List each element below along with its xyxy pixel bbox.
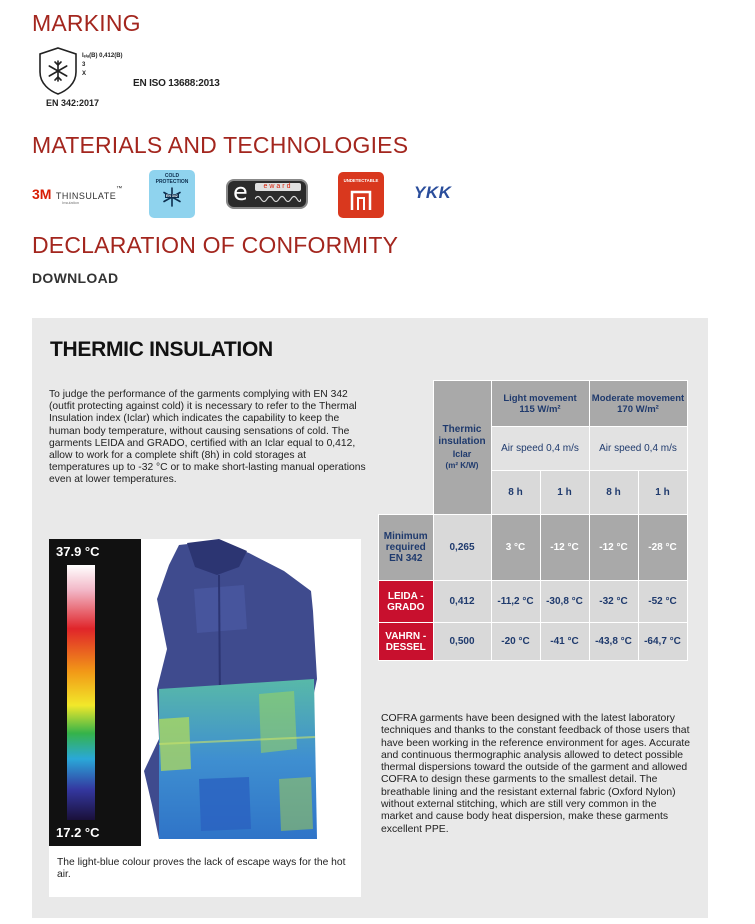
temp-cell: -12 °C: [589, 515, 638, 581]
header-ins-4: (m² K/W): [445, 460, 479, 470]
row-label-line: GRADO: [387, 601, 425, 613]
row-label-line: required: [385, 542, 426, 553]
air-speed-moderate: Air speed 0,4 m/s: [589, 427, 687, 471]
table-blank: [379, 471, 434, 515]
row-label-line: DESSEL: [385, 641, 426, 653]
hours-cell: 1 h: [540, 471, 589, 515]
row-label-line: Minimum: [383, 531, 428, 542]
header-thermic-insulation: [433, 381, 491, 515]
hours-cell: 8 h: [491, 471, 540, 515]
thinsulate-logo: 3M THINSULATE™ Insulation: [32, 186, 123, 205]
row-label-line: EN 342: [389, 553, 423, 564]
shield-value-x: X: [82, 71, 87, 77]
temp-cell: -52 °C: [638, 581, 687, 623]
row-label-vahrn-dessel: [379, 623, 434, 661]
row-label-line: LEIDA -: [387, 590, 424, 602]
wave-icon: [255, 194, 301, 204]
row-label-leida-grado: [379, 581, 434, 623]
temp-cell: -43,8 °C: [589, 623, 638, 661]
air-speed-light: Air speed 0,4 m/s: [491, 427, 589, 471]
thermal-table: [378, 380, 688, 661]
moderate-movement-label: Moderate movement: [591, 392, 685, 404]
header-moderate-movement: [589, 381, 687, 427]
scale-max-label: 37.9 °C: [56, 544, 100, 559]
temp-cell: -11,2 °C: [491, 581, 540, 623]
iclar-value: 0,265: [433, 515, 491, 581]
row-label-minimum: [379, 515, 434, 581]
panel-title: THERMIC INSULATION: [50, 338, 273, 361]
undetectable-text: UNDETECTABLE: [343, 178, 379, 183]
marking-row: [34, 46, 334, 116]
temp-cell: -32 °C: [589, 581, 638, 623]
temp-cell: -41 °C: [540, 623, 589, 661]
eward-logo: [226, 179, 308, 209]
thermographic-image: [49, 539, 361, 846]
light-movement-watt: 115 W/m²: [519, 403, 561, 415]
standard-en342: EN 342:2017: [46, 98, 100, 108]
iclar-value: 0,412: [433, 581, 491, 623]
intro-text: To judge the performance of the garments complying with EN 342 (outfit protecting against cold) it is necessary to refer to the Thermal Insulation index (Iclar) which indicates the capability to keep the human body temperature, without causing sensations of cold. The garments LEIDA and GRADO, certified with an Iclar equal to 0,412, allow to work for a complete shift (8h) in cold storages at temperatures up to -32 °C or to make short-lasting manual operations even at lower temperatures.: [49, 389, 366, 486]
cold-protection-text: COLD PROTECTION: [155, 173, 189, 185]
temp-cell: -64,7 °C: [638, 623, 687, 661]
scale-min-label: 17.2 °C: [56, 825, 100, 840]
thermo-caption: The light-blue colour proves the lack of escape ways for the hot air.: [57, 857, 346, 880]
moderate-movement-watt: 170 W/m²: [617, 403, 659, 415]
standard-iso: EN ISO 13688:2013: [133, 78, 220, 89]
thinsulate-3m: 3M: [32, 186, 52, 202]
table-blank: [379, 427, 434, 471]
shield-values: [82, 52, 123, 79]
cold-protection-logo: [149, 170, 195, 218]
temp-cell: -30,8 °C: [540, 581, 589, 623]
temp-cell: 3 °C: [491, 515, 540, 581]
header-ins-1: Thermic: [442, 423, 482, 435]
eward-e-icon: e: [233, 178, 248, 206]
temp-cell: -12 °C: [540, 515, 589, 581]
temp-cell: -28 °C: [638, 515, 687, 581]
download-link[interactable]: DOWNLOAD: [32, 270, 119, 286]
thermographic-image-box: [49, 539, 361, 897]
undetectable-logo: [338, 172, 384, 218]
section-title-marking: MARKING: [32, 10, 141, 36]
row-label-line: VAHRN -: [385, 630, 427, 642]
iclar-value: 0,500: [433, 623, 491, 661]
table-corner: [379, 381, 434, 427]
thermic-insulation-panel: [32, 318, 708, 918]
shield-value-iclar: Iₑₗₐ(B) 0,412(B): [82, 53, 123, 59]
header-ins-3: Iclar: [452, 448, 472, 459]
hours-cell: 1 h: [638, 471, 687, 515]
temp-cell: -20 °C: [491, 623, 540, 661]
ykk-logo: YKK: [414, 183, 452, 202]
magnet-icon: [349, 188, 373, 212]
eward-text: eward: [255, 183, 301, 191]
light-movement-label: Light movement: [503, 392, 577, 404]
cold-protection-en342: EN 342: [166, 194, 178, 198]
color-scale-bar: [67, 565, 95, 820]
section-title-materials: MATERIALS AND TECHNOLOGIES: [32, 132, 409, 158]
section-title-declaration: DECLARATION OF CONFORMITY: [32, 232, 399, 258]
hours-cell: 8 h: [589, 471, 638, 515]
header-ins-2: insulation: [438, 435, 486, 447]
shield-value-class: 3: [82, 62, 86, 68]
thinsulate-name: THINSULATE: [55, 191, 117, 201]
jacket-icon: [144, 539, 317, 839]
thinsulate-sub: Insulation: [62, 200, 80, 205]
snowflake-shield-icon: [36, 46, 80, 96]
header-light-movement: [491, 381, 589, 427]
materials-logos: [32, 170, 472, 220]
cofra-description: COFRA garments have been designed with the latest laboratory techniques and thanks to the constant feedback of those users that have been working in the reference environment for ages. Accurate and continuous thermographic analysis allowed to detect possible thermal dispersions toward the outside of the garment and allowed COFRA to design these garments to the smallest detail. The breathable lining and the resistant external fabric (Oxford Nylon) without external stitching, which are still very common in the market and cause body heat dispersion, make these garments excellent PPE.: [381, 713, 691, 835]
